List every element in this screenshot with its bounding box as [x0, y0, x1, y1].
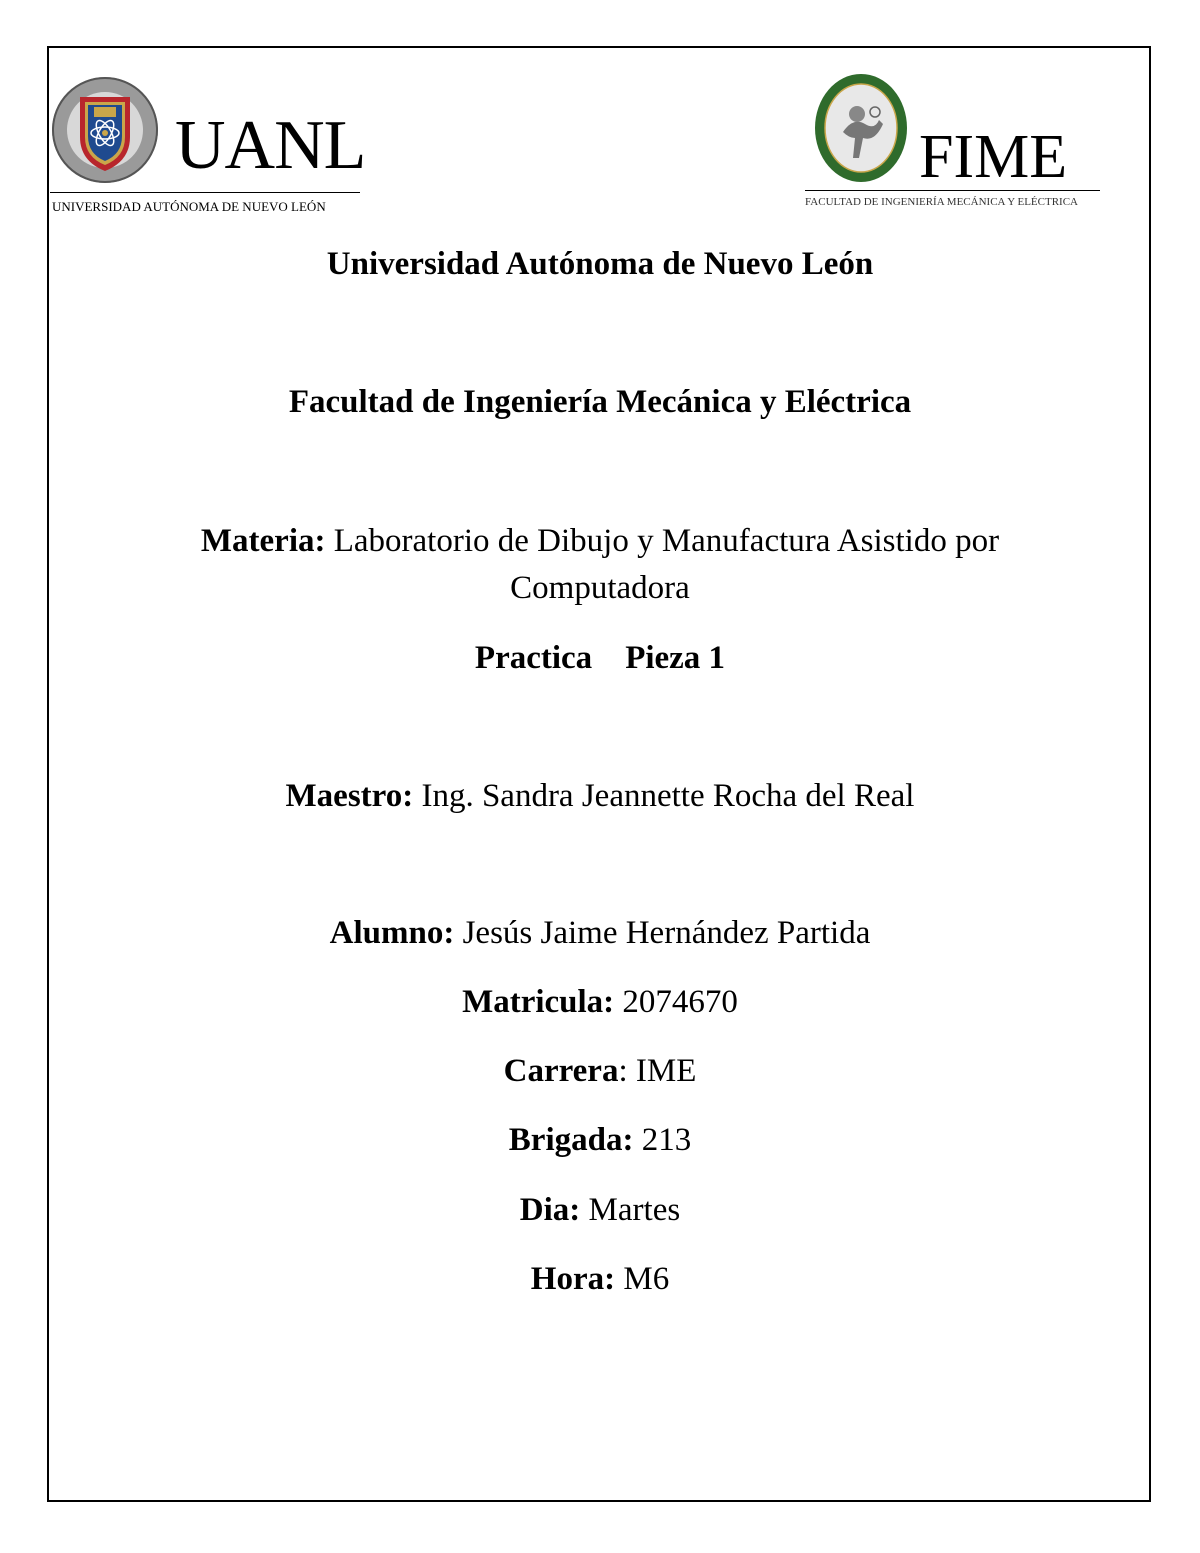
practice-label: Practica — [474, 640, 593, 676]
faculty-title: Facultad de Ingeniería Mecánica y Eléctrica — [288, 384, 912, 420]
hour-line — [60, 1256, 1140, 1302]
practice-line — [60, 635, 1140, 681]
uanl-divider — [50, 192, 360, 193]
student-label: Alumno: — [329, 915, 455, 951]
teacher-line — [60, 773, 1140, 819]
id-label: Matricula: — [462, 984, 615, 1020]
hour-value: M6 — [623, 1261, 670, 1297]
brigade-value: 213 — [641, 1122, 692, 1158]
fime-seal-icon — [813, 72, 909, 184]
day-line — [60, 1187, 1140, 1233]
student-line — [60, 910, 1140, 956]
brigade-line — [60, 1117, 1140, 1163]
uanl-subtitle: UNIVERSIDAD AUTÓNOMA DE NUEVO LEÓN — [52, 199, 326, 214]
fime-logo — [805, 72, 1105, 222]
uanl-logo — [50, 70, 370, 220]
fime-subtitle: FACULTAD DE INGENIERÍA MECÁNICA Y ELÉCTRICA — [805, 196, 1078, 208]
day-label: Dia: — [519, 1192, 581, 1228]
subject-line-2: Computadora — [510, 570, 690, 606]
subject-line — [60, 518, 1140, 564]
career-value: IME — [635, 1053, 697, 1089]
subject-value: Laboratorio de Dibujo y Manufactura Asistido por — [333, 523, 1000, 559]
uanl-seal-icon — [50, 75, 160, 185]
uanl-wordmark: UANL — [175, 107, 366, 184]
university-title: Universidad Autónoma de Nuevo León — [326, 246, 874, 282]
brigade-label: Brigada: — [508, 1122, 634, 1158]
id-line — [60, 979, 1140, 1025]
fime-divider — [805, 190, 1100, 191]
student-value: Jesús Jaime Hernández Partida — [462, 915, 871, 951]
subject-label: Materia: — [200, 523, 326, 559]
career-line — [60, 1048, 1140, 1094]
hour-label: Hora: — [530, 1261, 616, 1297]
teacher-label: Maestro: — [285, 778, 414, 814]
career-separator: : — [618, 1053, 628, 1089]
career-label: Carrera — [503, 1053, 619, 1089]
practice-value: Pieza 1 — [625, 640, 726, 676]
teacher-value: Ing. Sandra Jeannette Rocha del Real — [421, 778, 915, 814]
day-value: Martes — [588, 1192, 681, 1228]
fime-wordmark: FIME — [919, 123, 1068, 191]
id-value: 2074670 — [622, 984, 738, 1020]
